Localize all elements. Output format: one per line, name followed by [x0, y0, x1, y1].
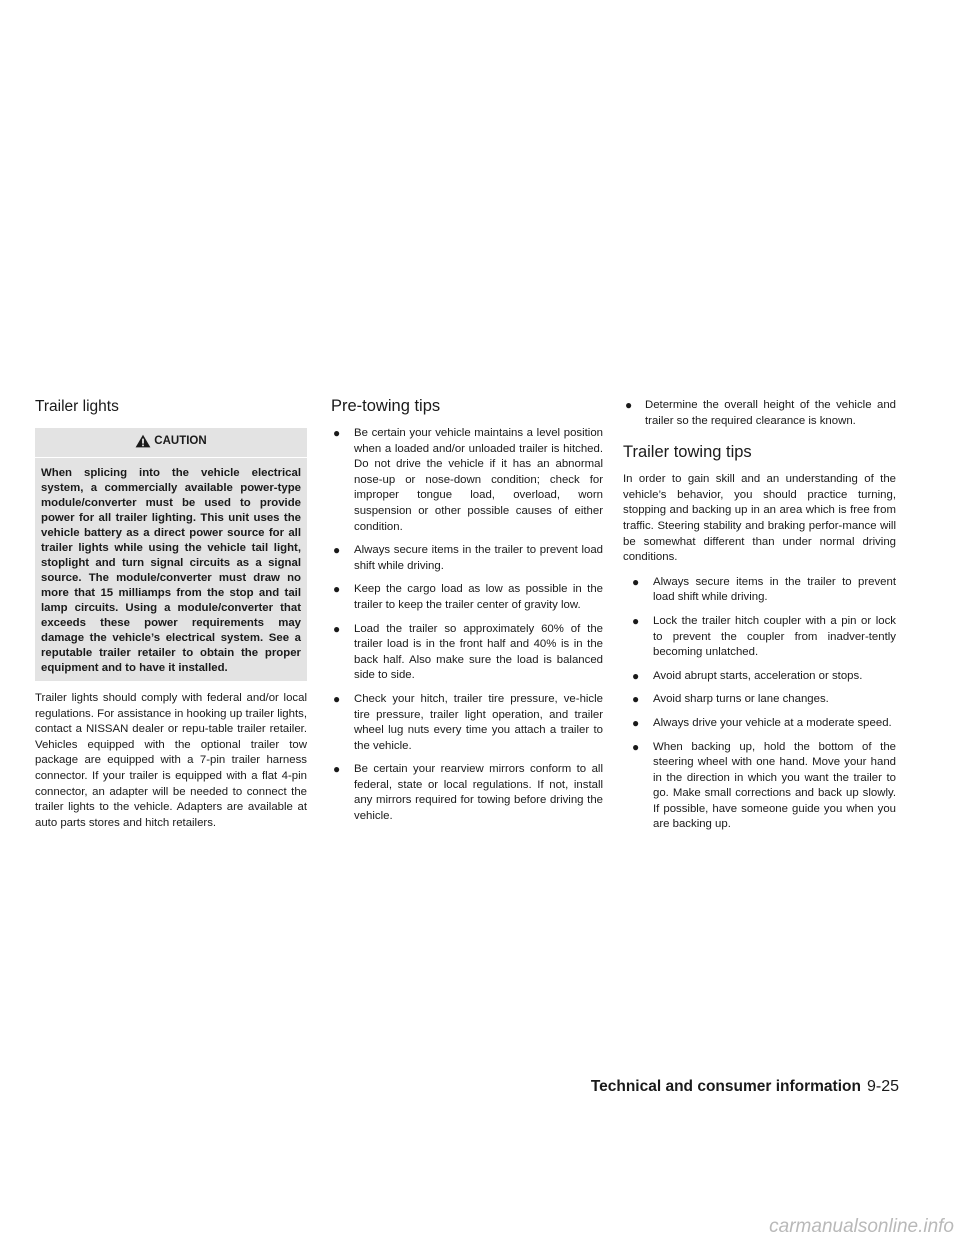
bullet-icon: ●: [333, 582, 341, 597]
page-number: 9-25: [866, 1078, 899, 1095]
list-item: ● Always drive your vehicle at a moderate speed.: [632, 715, 892, 730]
column-pre-towing: [331, 398, 603, 833]
watermark: carmanualsonline.info: [769, 1216, 954, 1237]
bullet-icon: ●: [625, 398, 633, 412]
list-item: ● When backing up, hold the bottom of the steering wheel with one hand. Move your hand in the direction in which you want the trailer to go. Make small corrections and back up slowly. If possible, have someone guide you when you are backing up.: [632, 739, 896, 831]
towing-tips-list: [623, 575, 896, 833]
bullet-icon: ●: [333, 621, 341, 636]
bullet-icon: ●: [632, 668, 640, 683]
bullet-icon: ●: [333, 691, 341, 706]
towing-tips-heading: Trailer towing tips: [623, 443, 752, 462]
column-towing-tips: [623, 398, 896, 841]
bullet-icon: ●: [632, 692, 640, 707]
trailer-lights-heading: Trailer lights: [35, 398, 119, 415]
list-item: ● Check your hitch, trailer tire pressure, ve-hicle tire pressure, trailer light operation, and trailer wheel lug nuts every time you attach a trailer to the vehicle.: [333, 691, 603, 752]
bullet-icon: ●: [632, 739, 640, 754]
caution-label: CAUTION: [154, 435, 207, 447]
caution-box: [35, 428, 307, 681]
towing-intro: In order to gain skill and an understanding of the vehicle’s behavior, you should practice turning, stopping and backing up in an area which is free from traffic. Steering stability and braking perfor-mance will be somewhat different than under normal driving conditions.: [623, 473, 896, 564]
page-footer: [591, 1078, 899, 1096]
column-trailer-lights: [35, 398, 307, 831]
list-item: ● Always secure items in the trailer to prevent load shift while driving.: [632, 574, 896, 604]
caution-header: [35, 432, 307, 458]
pre-towing-list: [331, 426, 603, 825]
bullet-icon: ●: [333, 426, 341, 440]
list-item: ● Always secure items in the trailer to prevent load shift while driving.: [333, 543, 603, 572]
pre-towing-list-continued: [623, 398, 896, 429]
bullet-icon: ●: [632, 574, 640, 589]
list-item: ● Avoid abrupt starts, acceleration or stops.: [632, 668, 863, 683]
bullet-icon: ●: [632, 715, 640, 730]
bullet-icon: ●: [333, 762, 341, 777]
footer-section-title: Technical and consumer information: [590, 1078, 861, 1095]
list-item: ● Be certain your vehicle maintains a level position when a loaded and/or unloaded trailer is hitched. Do not drive the vehicle if it has an abnormal nose-up or nose-down condition; check for improper tongue load, overload, worn suspension or other possible causes of either condition.: [333, 426, 603, 533]
pre-towing-heading: Pre-towing tips: [331, 397, 441, 415]
warning-triangle-icon: [135, 434, 151, 448]
list-item: ● Determine the overall height of the vehicle and trailer so the required clearance is known.: [625, 398, 896, 427]
list-item: ● Be certain your rearview mirrors conform to all federal, state or local regulations. If not, install any mirrors required for towing before driving the vehicle.: [333, 762, 603, 823]
list-item: ● Load the trailer so approximately 60% of the trailer load is in the front half and 40% is in the back half. Also make sure the load is balanced side to side.: [333, 621, 603, 682]
bullet-icon: ●: [632, 613, 640, 628]
list-item: ● Avoid sharp turns or lane changes.: [632, 692, 829, 707]
list-item: ● Lock the trailer hitch coupler with a pin or lock to prevent the coupler from inadver-tently becoming unlatched.: [632, 613, 896, 659]
trailer-lights-body: Trailer lights should comply with federal and/or local regulations. For assistance in hooking up trailer lights, contact a NISSAN dealer or repu-table trailer retailer. Vehicles equipped with the optional trailer tow package are equipped with a 7-pin trailer harness connector. If your trailer is equipped with a flat 4-pin connector, an adapter will be needed to connect the trailer lights to the vehicle. Adapters are available at auto parts stores and hitch retailers.: [35, 692, 307, 829]
bullet-icon: ●: [333, 543, 341, 558]
list-item: ● Keep the cargo load as low as possible in the trailer to keep the trailer center of gravity low.: [333, 582, 603, 611]
caution-text: When splicing into the vehicle electrical system, a commercially available power-type module/converter must be used to provide power for all trailer lighting. This unit uses the vehicle battery as a direct power source for all trailer lights while using the vehicle tail light, stoplight and turn signal circuits as a signal source. The module/converter must draw no more that 15 milliamps from the stop and tail lamp circuits. Using a module/converter that exceeds these power requirements may damage the vehicle’s electrical system. See a reputable trailer retailer to obtain the proper equipment and to have it installed.: [41, 467, 301, 674]
